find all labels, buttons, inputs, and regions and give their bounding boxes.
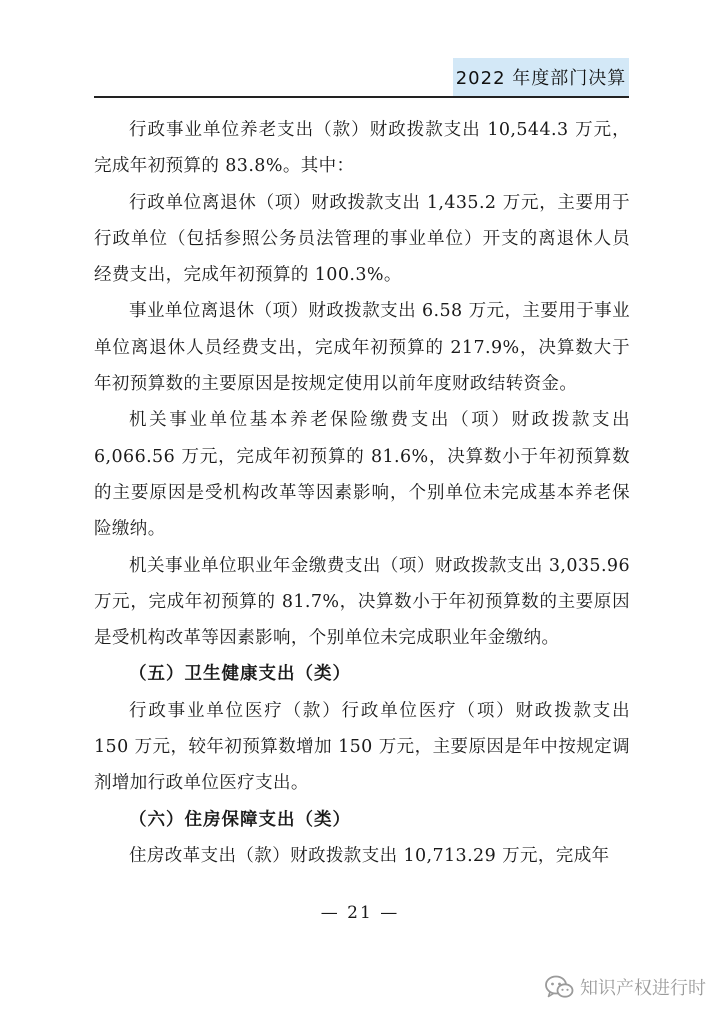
document-body [94, 112, 630, 874]
header-divider [94, 96, 629, 98]
paragraph-basic-pension-insurance: 机关事业单位基本养老保险缴费支出（项）财政拨款支出 6,066.56 万元，完成年初预算的 81.6%，决算数小于年初预算数的主要原因是受机构改革等因素影响，个别单位未完成基本养老保险缴纳。 [94, 410, 630, 540]
paragraph-institution-retirees: 事业单位离退休（项）财政拨款支出 6.58 万元，主要用于事业单位离退休人员经费支出，完成年初预算的 217.9%，决算数大于年初预算数的主要原因是按规定使用以前年度财政结转资金。 [94, 301, 630, 395]
paragraph-pension-total: 行政事业单位养老支出（款）财政拨款支出 10,544.3 万元，完成年初预算的 83.8%。其中： [94, 120, 630, 177]
watermark-label: 知识产权进行时 [580, 978, 706, 999]
page-number: — 21 — [320, 903, 400, 923]
paragraph-medical-expense: 行政事业单位医疗（款）行政单位医疗（项）财政拨款支出 150 万元，较年初预算数增加 150 万元，主要原因是年中按规定调剂增加行政单位医疗支出。 [94, 700, 630, 794]
document-header-tab [453, 58, 629, 96]
paragraph-housing-reform: 住房改革支出（款）财政拨款支出 10,713.29 万元，完成年 [129, 845, 610, 866]
paragraph-admin-retirees: 行政单位离退休（项）财政拨款支出 1,435.2 万元，主要用于行政单位（包括参照公务员法管理的事业单位）开支的离退休人员经费支出，完成年初预算的 100.3%。 [94, 192, 630, 286]
document-header-title: 2022 年度部门决算 [455, 68, 627, 89]
paragraph-occupational-annuity: 机关事业单位职业年金缴费支出（项）财政拨款支出 3,035.96 万元，完成年初预算的 81.7%，决算数小于年初预算数的主要原因是受机构改革等因素影响，个别单位未完成职业年金缴纳。 [94, 555, 630, 649]
watermark [544, 974, 706, 1000]
section-heading-health: （五）卫生健康支出（类） [129, 664, 351, 685]
wechat-icon [544, 974, 574, 1000]
section-heading-housing: （六）住房保障支出（类） [129, 809, 351, 830]
